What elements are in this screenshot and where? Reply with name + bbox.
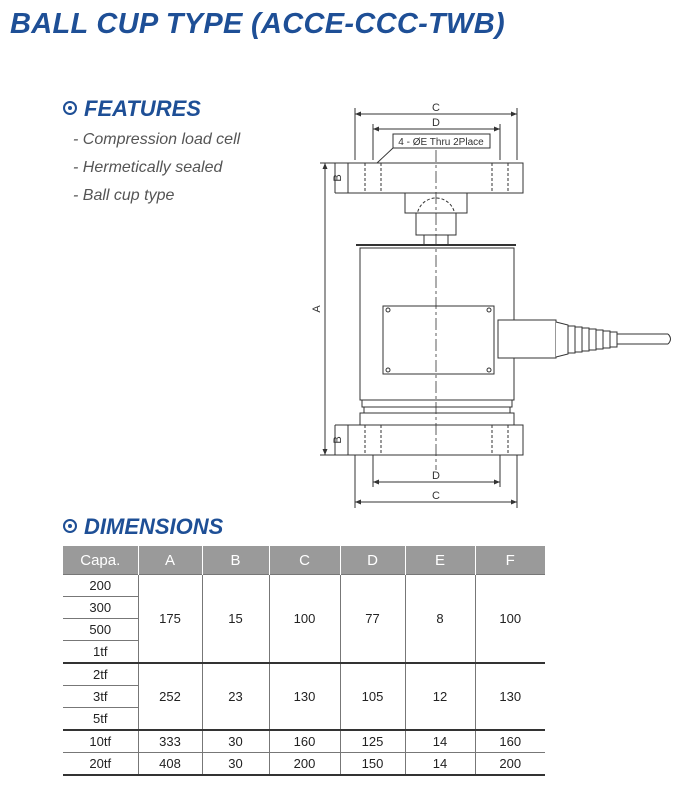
value-cell: 30 bbox=[202, 753, 269, 776]
value-cell: 23 bbox=[202, 663, 269, 730]
column-header: Capa. bbox=[63, 546, 138, 575]
value-cell: 105 bbox=[340, 663, 405, 730]
capacity-cell: 20tf bbox=[63, 753, 138, 776]
table-row bbox=[63, 753, 545, 776]
table-row bbox=[63, 730, 545, 753]
value-cell: 130 bbox=[475, 663, 545, 730]
value-cell: 77 bbox=[340, 575, 405, 664]
capacity-cell: 3tf bbox=[63, 686, 138, 708]
value-cell: 100 bbox=[269, 575, 340, 664]
value-cell: 14 bbox=[405, 753, 475, 776]
dim-label-d-top: D bbox=[432, 117, 440, 129]
feature-item: - Compression load cell bbox=[73, 126, 240, 154]
dim-label-a: A bbox=[311, 305, 323, 313]
capacity-cell: 10tf bbox=[63, 730, 138, 753]
value-cell: 150 bbox=[340, 753, 405, 776]
value-cell: 160 bbox=[475, 730, 545, 753]
column-header: F bbox=[475, 546, 545, 575]
load-cell-drawing bbox=[300, 92, 678, 512]
value-cell: 160 bbox=[269, 730, 340, 753]
table-row bbox=[63, 575, 545, 597]
feature-item: - Hermetically sealed bbox=[73, 154, 240, 182]
value-cell: 130 bbox=[269, 663, 340, 730]
column-header: B bbox=[202, 546, 269, 575]
column-header: C bbox=[269, 546, 340, 575]
capacity-cell: 200 bbox=[63, 575, 138, 597]
dimensions-heading bbox=[63, 514, 223, 540]
page-title: BALL CUP TYPE (ACCE-CCC-TWB) bbox=[10, 8, 505, 40]
feature-item: - Ball cup type bbox=[73, 182, 240, 210]
value-cell: 14 bbox=[405, 730, 475, 753]
dimensions-heading-text: DIMENSIONS bbox=[84, 514, 224, 539]
value-cell: 15 bbox=[202, 575, 269, 664]
dim-label-c-bottom: C bbox=[432, 490, 440, 502]
value-cell: 30 bbox=[202, 730, 269, 753]
table-header-row bbox=[63, 546, 545, 575]
value-cell: 200 bbox=[269, 753, 340, 776]
features-heading bbox=[63, 96, 201, 122]
value-cell: 8 bbox=[405, 575, 475, 664]
dimensions-table bbox=[63, 546, 545, 776]
capacity-cell: 5tf bbox=[63, 708, 138, 731]
capacity-cell: 1tf bbox=[63, 641, 138, 664]
section-bullet-icon bbox=[63, 101, 77, 115]
dim-label-b-top: B bbox=[332, 174, 344, 182]
value-cell: 333 bbox=[138, 730, 202, 753]
capacity-cell: 500 bbox=[63, 619, 138, 641]
value-cell: 12 bbox=[405, 663, 475, 730]
hole-note: 4 - ØE Thru 2Place bbox=[398, 137, 484, 148]
value-cell: 100 bbox=[475, 575, 545, 664]
value-cell: 175 bbox=[138, 575, 202, 664]
table-row bbox=[63, 663, 545, 686]
capacity-cell: 300 bbox=[63, 597, 138, 619]
features-heading-text: FEATURES bbox=[84, 96, 201, 121]
column-header: D bbox=[340, 546, 405, 575]
value-cell: 252 bbox=[138, 663, 202, 730]
value-cell: 408 bbox=[138, 753, 202, 776]
value-cell: 200 bbox=[475, 753, 545, 776]
features-list bbox=[73, 126, 240, 210]
dim-label-c-top: C bbox=[432, 102, 440, 114]
capacity-cell: 2tf bbox=[63, 663, 138, 686]
column-header: E bbox=[405, 546, 475, 575]
section-bullet-icon bbox=[63, 519, 77, 533]
column-header: A bbox=[138, 546, 202, 575]
dim-label-d-bottom: D bbox=[432, 470, 440, 482]
dim-label-b-bottom: B bbox=[332, 436, 344, 444]
value-cell: 125 bbox=[340, 730, 405, 753]
